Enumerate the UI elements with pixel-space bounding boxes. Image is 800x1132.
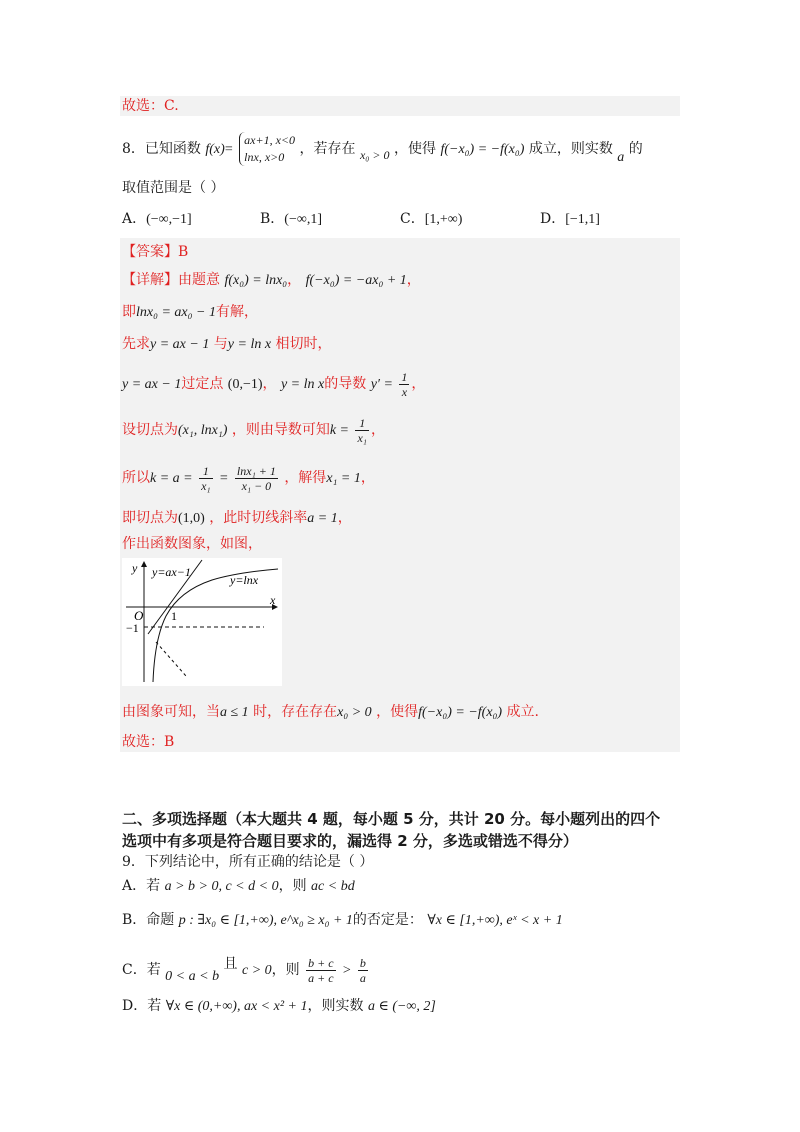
solution-line-1: 【详解】由题意 f(x₀) = lnx₀， f(−x₀) = −ax₀ + 1，: [122, 272, 421, 288]
q8-case1: ax+1, x<0: [244, 133, 296, 147]
q9-option-b[interactable]: B．命题 p : ∃x₀ ∈ [1,+∞), e^x₀ ≥ x₀ + 1的否定是： ∀x ∈ [1,+∞), eˣ < x + 1: [122, 912, 563, 928]
q8-mid1: ，若存在: [299, 141, 356, 157]
lnx-curve: [153, 569, 278, 682]
solution-line-6: 所以k = a = $\frac{1}{\text{x₁}}$ = $\frac{\text{lnx₁ + 1}}{\text{x₁ − 0}}$ ，解得x₁ = 1，: [122, 463, 375, 493]
q8-case2: lnx, x>0: [244, 150, 285, 164]
previous-answer-band: [120, 96, 680, 116]
q8-option-a[interactable]: A．(−∞,−1]: [122, 211, 192, 227]
tick-one-label: 1: [171, 609, 177, 623]
function-graph: [122, 558, 282, 686]
question-8-stem: 8．已知函数 f(x)= ax+1, x<0 lnx, x>0 ，若存在 x₀ > 0 ，使得 f(−x₀) = −f(x₀) 成立，则实数 a 的: [122, 133, 643, 165]
q8-mid3: 成立，则实数: [528, 141, 613, 157]
solution-line-8: 作出函数图象，如图，: [122, 536, 262, 552]
tick-minus-one-label: −1: [126, 621, 139, 635]
final-answer: 故选：B: [122, 734, 175, 750]
question-8-line2: 取值范围是（ ）: [122, 180, 225, 196]
q8-suffix: 的: [628, 141, 643, 157]
q8-eq: f(−x₀) = −f(x₀): [440, 142, 525, 157]
q9-option-d[interactable]: D．若 ∀x ∈ (0,+∞), ax < x² + 1，则实数 a ∈ (−∞, 2]: [122, 998, 436, 1014]
question-9-stem: 9．下列结论中，所有正确的结论是（ ）: [122, 854, 374, 870]
answer-tag: 【答案】B: [122, 244, 189, 260]
dashed-extension: [156, 642, 186, 676]
q9-option-c[interactable]: C．若 0 < a < b 且 c > 0，则 $\frac{b + c}{a + c}$ > $\frac{b}{a}$: [122, 955, 366, 985]
lnx-label: y=lnx: [230, 573, 259, 587]
tangent-label: y=ax−1: [152, 565, 191, 579]
q8-func: f(x): [205, 142, 225, 157]
graph-svg: [122, 558, 282, 686]
q9-option-a[interactable]: A．若 a > b > 0, c < d < 0，则 ac < bd: [122, 878, 355, 894]
solution-line-3: 先求y = ax − 1 与y = ln x 相切时，: [122, 336, 332, 352]
section-2-title-line-2: 选项中有多项是符合题目要求的，漏选得 2 分，多选或错选不得分）: [122, 832, 578, 850]
q8-option-d[interactable]: D．[−1,1]: [540, 211, 600, 227]
q8-mid2: ，使得: [394, 141, 436, 157]
x-axis-label: x: [270, 593, 276, 607]
origin-label: O: [134, 608, 144, 623]
solution-line-7: 即切点为(1,0) ，此时切线斜率a = 1，: [122, 510, 352, 526]
q8-option-c[interactable]: C．[1,+∞): [400, 211, 463, 227]
solution-line-5: 设切点为(x₁, lnx₁) ，则由导数可知k = $\frac{1}{\text{x₁}}$ ，: [122, 415, 385, 445]
solution-line-4: y = ax − 1过定点 (0,−1)， y = ln x的导数 y′ = $\frac{1}{x}$ ，: [122, 369, 426, 399]
section-2-title-line-1: 二、多项选择题（本大题共 4 题，每小题 5 分，共计 20 分。每小题列出的四个: [122, 810, 661, 828]
y-axis-label: y: [132, 561, 138, 575]
previous-answer: 故选：C.: [122, 98, 179, 114]
q8-piecewise: [239, 132, 295, 166]
q8-var: a: [617, 150, 625, 165]
solution-line-9: 由图象可知，当a ≤ 1 时，存在存在x₀ > 0 ，使得f(−x₀) = −f(x₀) 成立.: [122, 704, 539, 720]
y-arrow: [141, 561, 147, 567]
q8-prefix: 8．已知函数: [122, 141, 201, 157]
solution-line-2: 即lnx₀ = ax₀ − 1有解，: [122, 304, 258, 320]
q8-option-b[interactable]: B．(−∞,1]: [260, 211, 322, 227]
q8-cond: x₀ > 0: [359, 148, 390, 162]
